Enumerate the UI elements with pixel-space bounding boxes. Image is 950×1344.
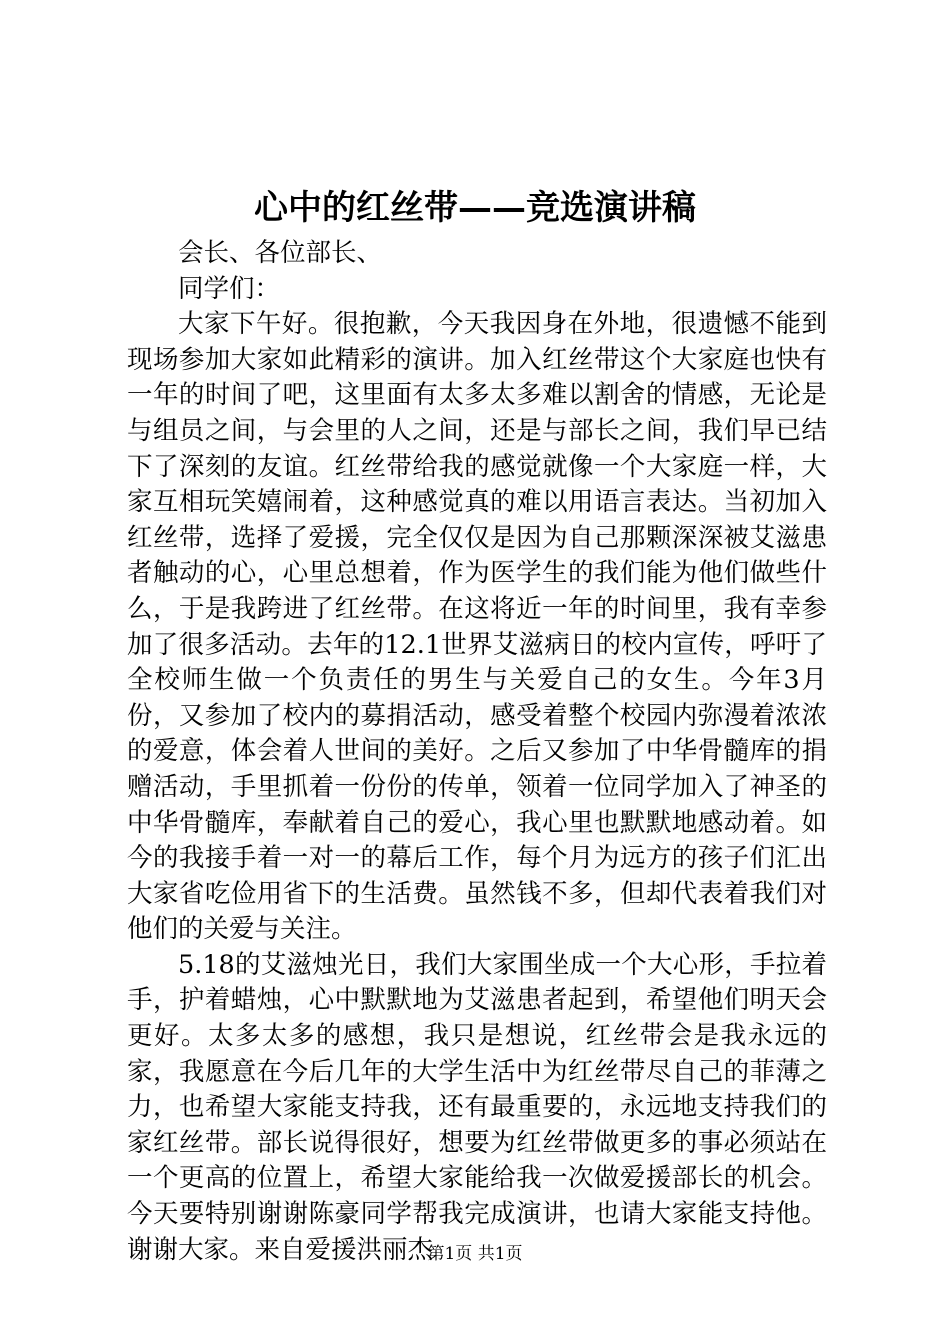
page-footer: 第1页 共1页 [427,1244,523,1264]
salutation-line: 会长、各位部长、 [178,238,383,268]
document-title: 心中的红丝带——竞选演讲稿 [254,188,696,228]
document-body [127,236,827,1268]
body-paragraph: 大家下午好。很抱歉，今天我因身在外地，很遗憾不能到现场参加大家如此精彩的演讲。加入红丝带这个大家庭也快有一年的时间了吧，这里面有太多太多难以割舍的情感，无论是与组员之间，与会里的人之间，还是与部长之间，我们早已结下了深刻的友谊。红丝带给我的感觉就像一个大家庭一样，大家互相玩笑嬉闹着，这种感觉真的难以用语言表达。当初加入红丝带，选择了爱援，完全仅仅是因为自己那颗深深被艾滋患者触动的心，心里总想着，作为医学生的我们能为他们做些什么，于是我跨进了红丝带。在这将近一年的时间里，我有幸参加了很多活动。去年的12.1世界艾滋病日的校内宣传，呼吁了全校师生做一个负责任的男生与关爱自己的女生。今年3月份，又参加了校内的募捐活动，感受着整个校园内弥漫着浓浓的爱意，体会着人世间的美好。之后又参加了中华骨髓库的捐赠活动，手里抓着一份份的传单，领着一位同学加入了神圣的中华骨髓库，奉献着自己的爱心，我心里也默默地感动着。如今的我接手着一对一的幕后工作，每个月为远方的孩子们汇出大家省吃俭用省下的生活费。虽然钱不多，但却代表着我们对他们的关爱与关注。 [127,309,827,945]
salutation-line: 同学们： [178,273,281,304]
body-paragraph: 5.18的艾滋烛光日，我们大家围坐成一个大心形，手拉着手，护着蜡烛，心中默默地为艾滋患者起到，希望他们明天会更好。太多太多的感想，我只是想说，红丝带会是我永远的家，我愿意在今后几年的大学生活中为红丝带尽自己的菲薄之力，也希望大家能支持我，还有最重要的，永远地支持我们的家红丝带。部长说得很好，想要为红丝带做更多的事必须站在一个更高的位置上，希望大家能给我一次做爱援部长的机会。今天要特别谢谢陈豪同学帮我完成演讲，也请大家能支持他。谢谢大家。来自爱援洪丽杰 [127,949,827,1265]
